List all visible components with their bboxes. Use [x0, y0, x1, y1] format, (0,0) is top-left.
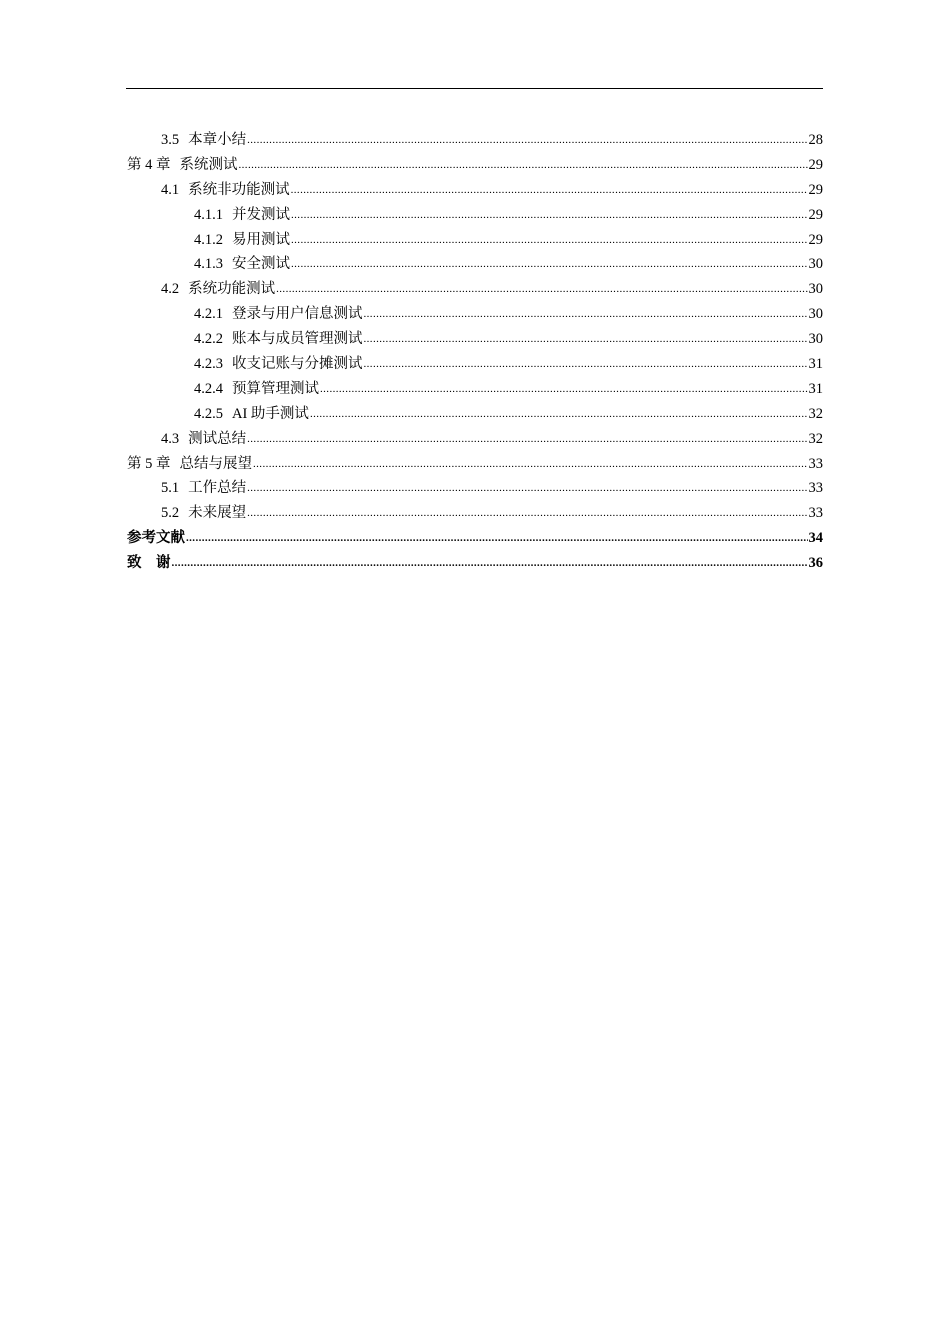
toc-entry-title: 总结与展望 — [179, 455, 252, 472]
toc-entry-title: 安全测试 — [232, 256, 290, 273]
toc-leader-dots — [186, 526, 808, 551]
toc-entry-title: 系统功能测试 — [188, 281, 276, 298]
toc-leader-dots — [247, 476, 807, 501]
toc-leader-dots — [310, 402, 808, 427]
toc-entry-page: 30 — [808, 256, 823, 273]
toc-leader-dots — [364, 352, 808, 377]
toc-entry-title: 参考文献 — [127, 530, 185, 547]
toc-entry[interactable] — [127, 377, 823, 402]
toc-entry-page: 29 — [808, 206, 823, 223]
toc-entry-number: 4.3 — [161, 430, 180, 447]
toc-entry[interactable] — [127, 501, 823, 526]
toc-entry-page: 29 — [808, 181, 823, 198]
toc-entry-title: 系统测试 — [179, 156, 238, 173]
toc-entry[interactable] — [127, 277, 823, 302]
toc-entry[interactable] — [127, 402, 823, 427]
toc-entry-title: 本章小结 — [188, 132, 247, 148]
toc-entry-title: 易用测试 — [232, 231, 290, 248]
toc-entry[interactable] — [127, 327, 823, 352]
toc-entry-number: 第 5 章 — [127, 455, 171, 472]
toc-entry-number: 5.1 — [161, 480, 180, 497]
toc-entry-title: 收支记账与分摊测试 — [232, 356, 363, 373]
toc-leader-dots — [291, 252, 808, 277]
toc-leader-dots — [247, 501, 807, 526]
toc-entry-page: 28 — [808, 132, 823, 148]
toc-entry[interactable] — [127, 128, 823, 153]
toc-entry-title: 未来展望 — [188, 505, 247, 522]
toc-entry[interactable] — [127, 203, 823, 228]
toc-entry[interactable] — [127, 476, 823, 501]
toc-entry-number: 5.2 — [161, 505, 180, 522]
toc-entry-number: 第 4 章 — [127, 156, 171, 173]
toc-entry-title: 工作总结 — [188, 480, 247, 497]
toc-entry-number: 4.1.2 — [194, 231, 223, 248]
table-of-contents — [127, 128, 823, 576]
toc-entry-number: 4.2.4 — [194, 380, 223, 397]
toc-entry-title: 登录与用户信息测试 — [232, 306, 363, 323]
toc-entry-page: 30 — [808, 306, 823, 323]
toc-entry[interactable] — [127, 452, 823, 477]
toc-entry[interactable] — [127, 252, 823, 277]
toc-entry-number: 4.2.2 — [194, 331, 223, 348]
toc-leader-dots — [247, 427, 807, 452]
toc-entry-number: 4.2.5 — [194, 405, 223, 422]
toc-entry-number: 4.2 — [161, 281, 180, 298]
toc-entry-title: 测试总结 — [188, 430, 247, 447]
toc-entry-page: 33 — [808, 505, 823, 522]
toc-entry-number: 4.2.3 — [194, 356, 223, 373]
toc-entry-number: 4.1.3 — [194, 256, 223, 273]
toc-entry-page: 34 — [808, 530, 823, 547]
toc-entry-acknowledgements[interactable] — [127, 551, 823, 576]
toc-entry-page: 30 — [808, 281, 823, 298]
toc-entry[interactable] — [127, 228, 823, 253]
toc-entry-page: 36 — [808, 555, 823, 572]
toc-leader-dots — [291, 178, 808, 203]
toc-entry-page: 31 — [808, 380, 823, 397]
toc-leader-dots — [364, 302, 808, 327]
toc-entry-page: 33 — [808, 480, 823, 497]
toc-entry-page: 29 — [808, 231, 823, 248]
toc-entry[interactable] — [127, 352, 823, 377]
toc-entry[interactable] — [127, 178, 823, 203]
toc-entry-title: 并发测试 — [232, 206, 290, 223]
toc-leader-dots — [253, 452, 808, 477]
toc-entry-title: AI 助手测试 — [232, 405, 309, 422]
toc-entry-title: 系统非功能测试 — [188, 181, 290, 198]
toc-entry-number: 4.1 — [161, 181, 180, 198]
toc-leader-dots — [291, 228, 808, 253]
toc-entry-page: 32 — [808, 405, 823, 422]
toc-entry-page: 33 — [808, 455, 823, 472]
toc-leader-dots — [247, 128, 807, 153]
toc-entry-number: 4.1.1 — [194, 206, 223, 223]
toc-entry-page: 32 — [808, 430, 823, 447]
toc-entry-page: 29 — [808, 156, 823, 173]
toc-entry-title: 致 谢 — [127, 555, 171, 572]
toc-entry[interactable] — [127, 427, 823, 452]
toc-leader-dots — [320, 377, 808, 402]
toc-entry-number: 4.2.1 — [194, 306, 223, 323]
toc-leader-dots — [239, 153, 808, 178]
toc-leader-dots — [291, 203, 808, 228]
toc-entry[interactable] — [127, 153, 823, 178]
toc-leader-dots — [276, 277, 807, 302]
toc-entry-number: 3.5 — [161, 132, 180, 148]
toc-entry-references[interactable] — [127, 526, 823, 551]
toc-entry-page: 30 — [808, 331, 823, 348]
toc-entry-page: 31 — [808, 356, 823, 373]
toc-entry-title: 预算管理测试 — [232, 380, 319, 397]
toc-leader-dots — [172, 551, 808, 576]
toc-leader-dots — [364, 327, 808, 352]
toc-entry[interactable] — [127, 302, 823, 327]
toc-entry-title: 账本与成员管理测试 — [232, 331, 363, 348]
header-rule — [126, 88, 823, 89]
